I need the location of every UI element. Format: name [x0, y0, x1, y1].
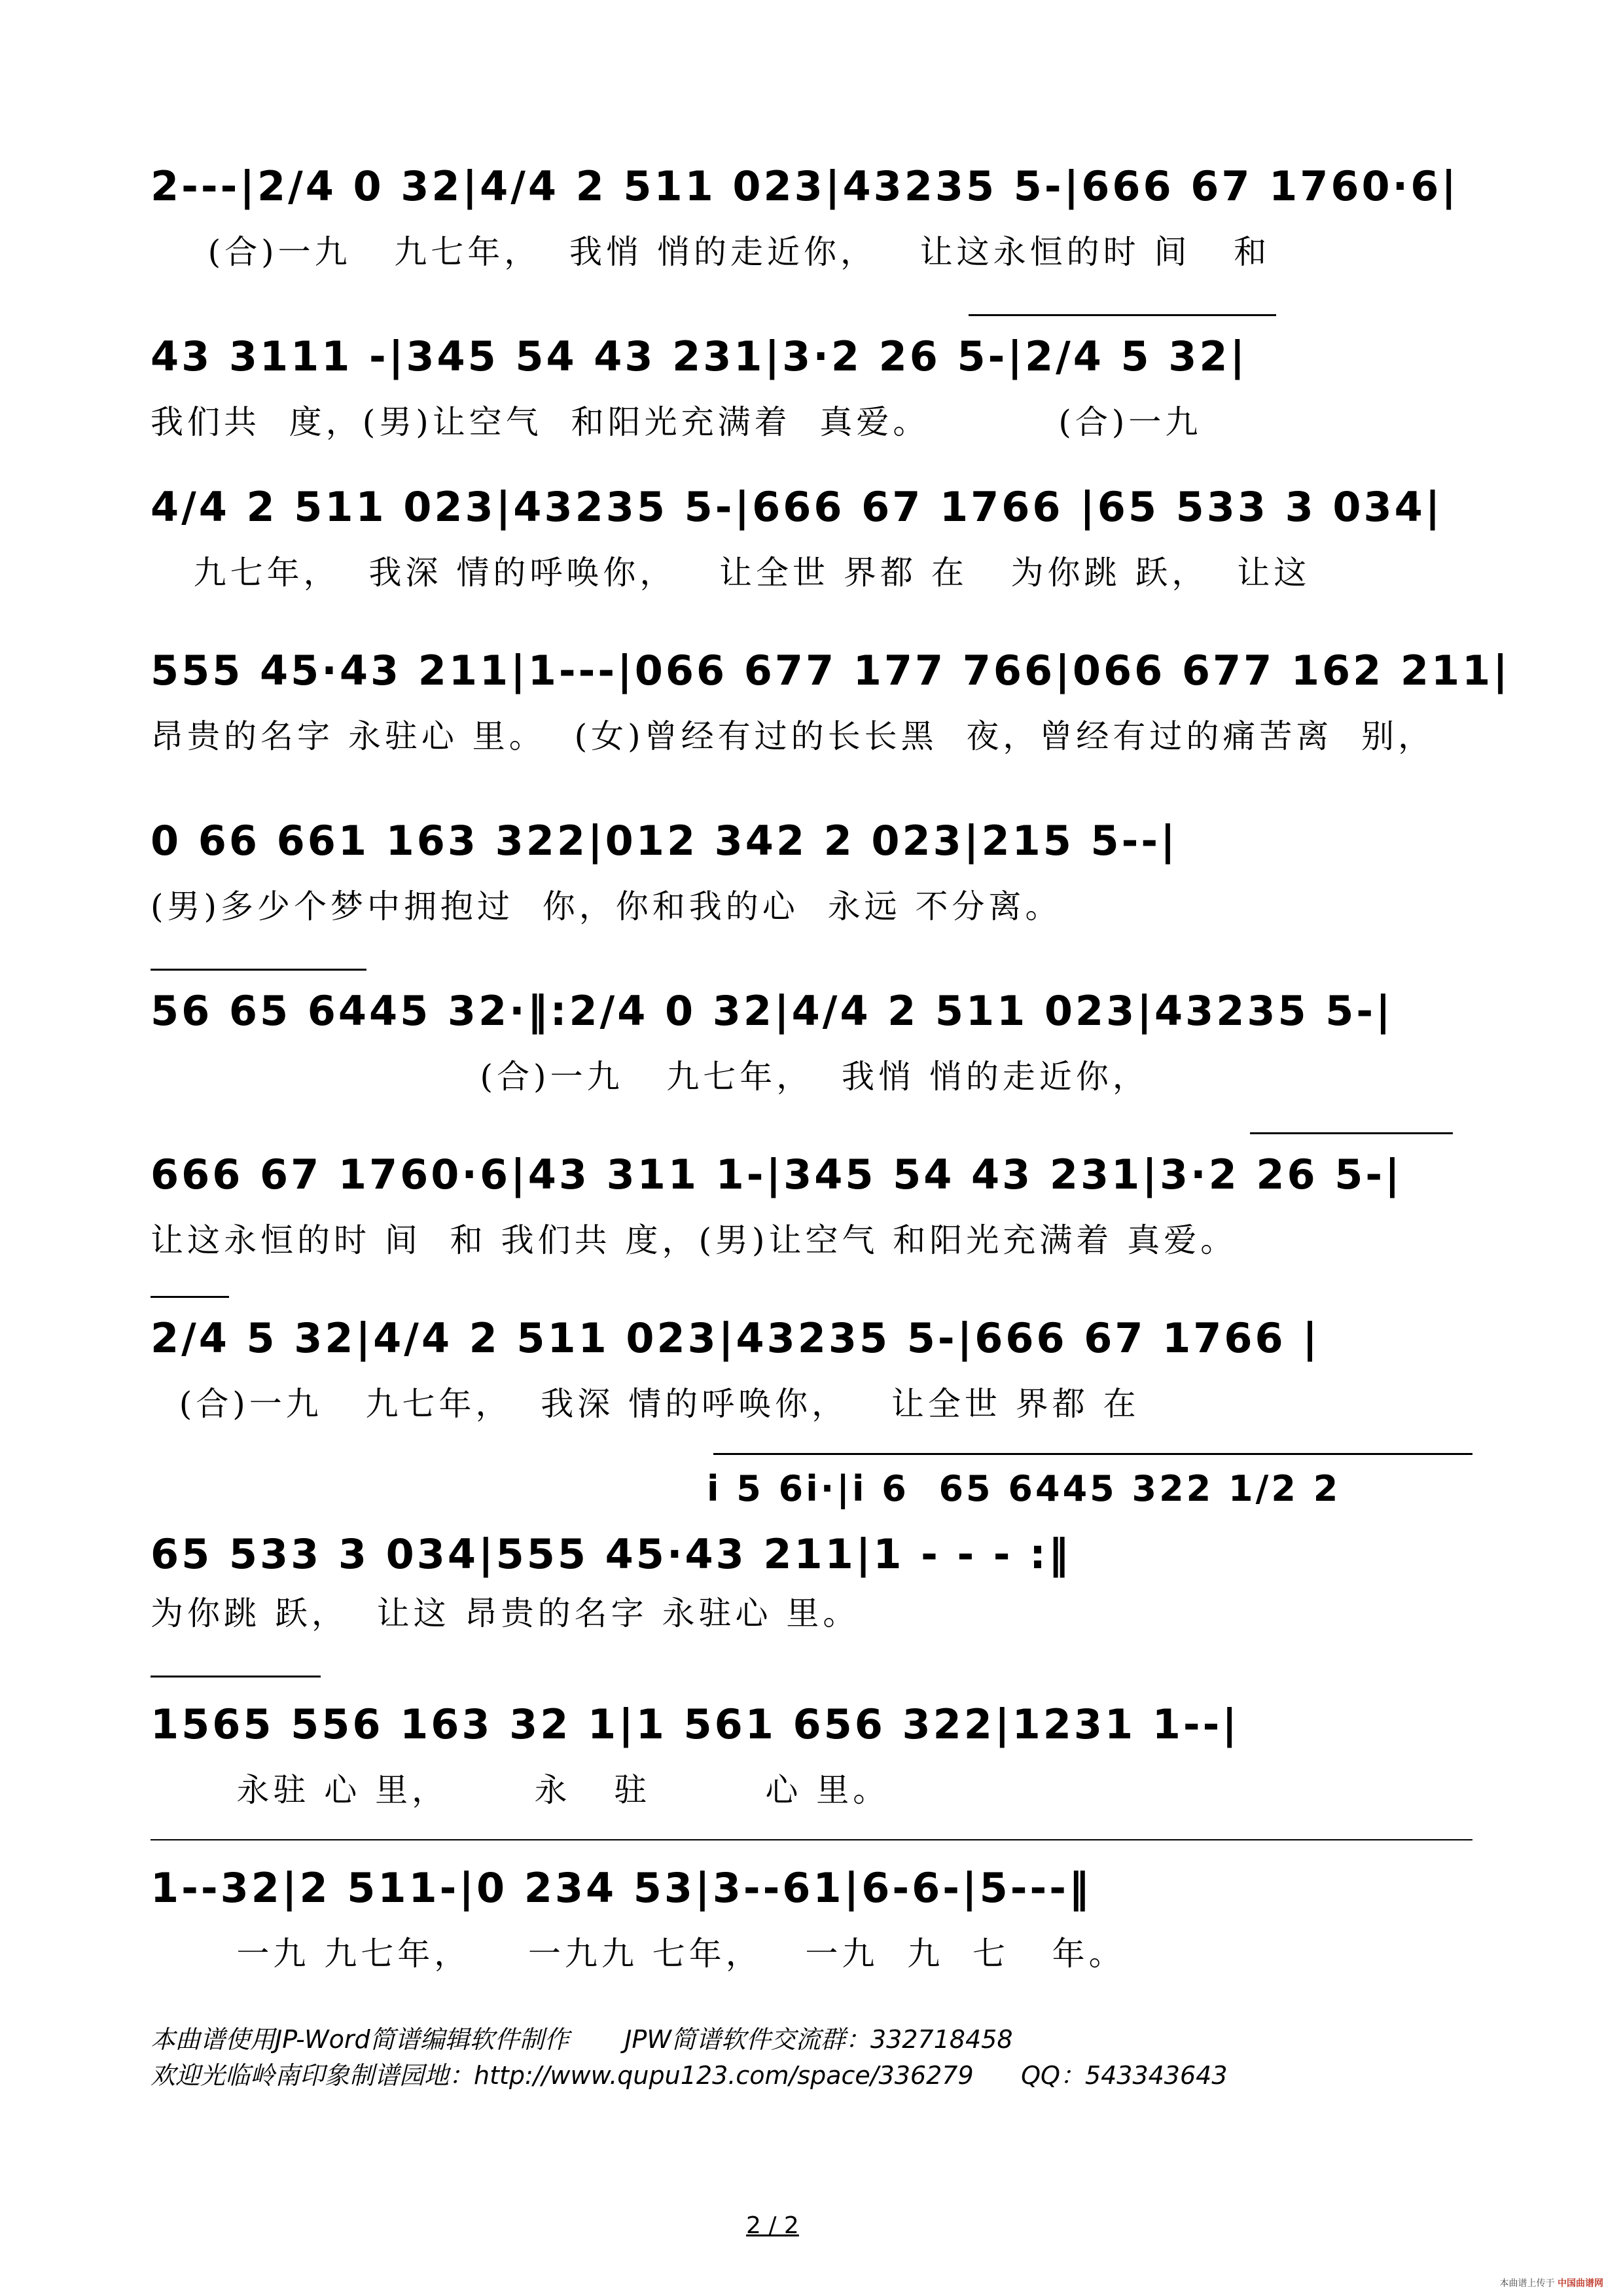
notation-line: 2---|2/4 0 32|4/4 2 511 023|43235 5-|666 67 1760·6| — [151, 162, 1459, 210]
lyrics-line: (男)多少个梦中拥抱过 你，你和我的心 永远 不分离。 — [151, 888, 1062, 925]
notation-line: 1--32|2 511-|0 234 53|3--61|6-6-|5---‖ — [151, 1864, 1092, 1912]
lyrics-line: 九七年， 我深 情的呼唤你， 让全世 界都 在 为你跳 跃， 让这 — [151, 554, 1311, 592]
notation-line: 666 67 1760·6|43 311 1-|345 54 43 231|3·2 26 5-| — [151, 1151, 1402, 1198]
notation-line: 4/4 2 511 023|43235 5-|666 67 1766 |65 533 3 034| — [151, 483, 1443, 531]
notation-line: 0 66 661 163 322|012 342 2 023|215 5--| — [151, 817, 1178, 865]
notation-line: 65 533 3 034|555 45·43 211|1 - - - :‖ — [151, 1530, 1071, 1578]
page-number: 2 / 2 — [746, 2212, 799, 2239]
notation-line: 1565 556 163 32 1|1 561 656 322|1231 1--| — [151, 1700, 1240, 1748]
slur-line — [151, 1676, 321, 1677]
notation-line: 43 3111 -|345 54 43 231|3·2 26 5-|2/4 5 32| — [151, 332, 1248, 380]
upload-source-label — [1500, 2276, 1603, 2289]
slur-line — [151, 1296, 229, 1298]
slur-line — [1250, 1132, 1453, 1134]
slur-line — [151, 969, 366, 971]
notation-line: 2/4 5 32|4/4 2 511 023|43235 5-|666 67 1766 | — [151, 1314, 1320, 1362]
upload-source-text: 本曲谱上传于 — [1499, 2278, 1555, 2289]
site-brand: 中国曲谱网 — [1558, 2278, 1603, 2289]
volta-notation-line: i 5 6i·|i 6 65 6445 322 1/2 2 — [707, 1468, 1341, 1509]
footer-credit-line: 本曲谱使用JP-Word简谱编辑软件制作 JPW简谱软件交流群：332718458 — [151, 2025, 1013, 2054]
notation-line: 56 65 6445 32·‖:2/4 0 32|4/4 2 511 023|43235 5-| — [151, 987, 1393, 1035]
notation-line: 555 45·43 211|1---|066 677 177 766|066 677 162 211| — [151, 647, 1510, 694]
lyrics-line: 昂贵的名字 永驻心 里。 (女)曾经有过的长长黑 夜，曾经有过的痛苦离 别， — [151, 717, 1435, 755]
footer-site-line: 欢迎光临岭南印象制谱园地：http://www.qupu123.com/space/336279 QQ：543343643 — [151, 2061, 1228, 2090]
lyrics-line: 永驻 心 里， 永 驻 心 里。 — [151, 1771, 890, 1809]
slur-line — [969, 314, 1276, 316]
lyrics-line: 为你跳 跃， 让这 昂贵的名字 永驻心 里。 — [151, 1594, 860, 1632]
lyrics-line: 我们共 度，(男)让空气 和阳光充满着 真爱。 (合)一九 — [151, 403, 1202, 441]
lyrics-line: (合)一九 九七年， 我深 情的呼唤你， 让全世 界都 在 — [151, 1385, 1140, 1423]
lyrics-line: (合)一九 九七年， 我悄 悄的走近你， — [151, 1058, 1149, 1096]
lyrics-line: 让这永恒的时 间 和 我们共 度，(男)让空气 和阳光充满着 真爱。 — [151, 1221, 1238, 1259]
lyrics-line: (合)一九 九七年， 我悄 悄的走近你， 让这永恒的时 间 和 — [151, 233, 1271, 271]
slur-line — [151, 1839, 1472, 1840]
lyrics-line: 一九 九七年， 一九九 七年， 一九 九 七 年。 — [151, 1935, 1126, 1973]
